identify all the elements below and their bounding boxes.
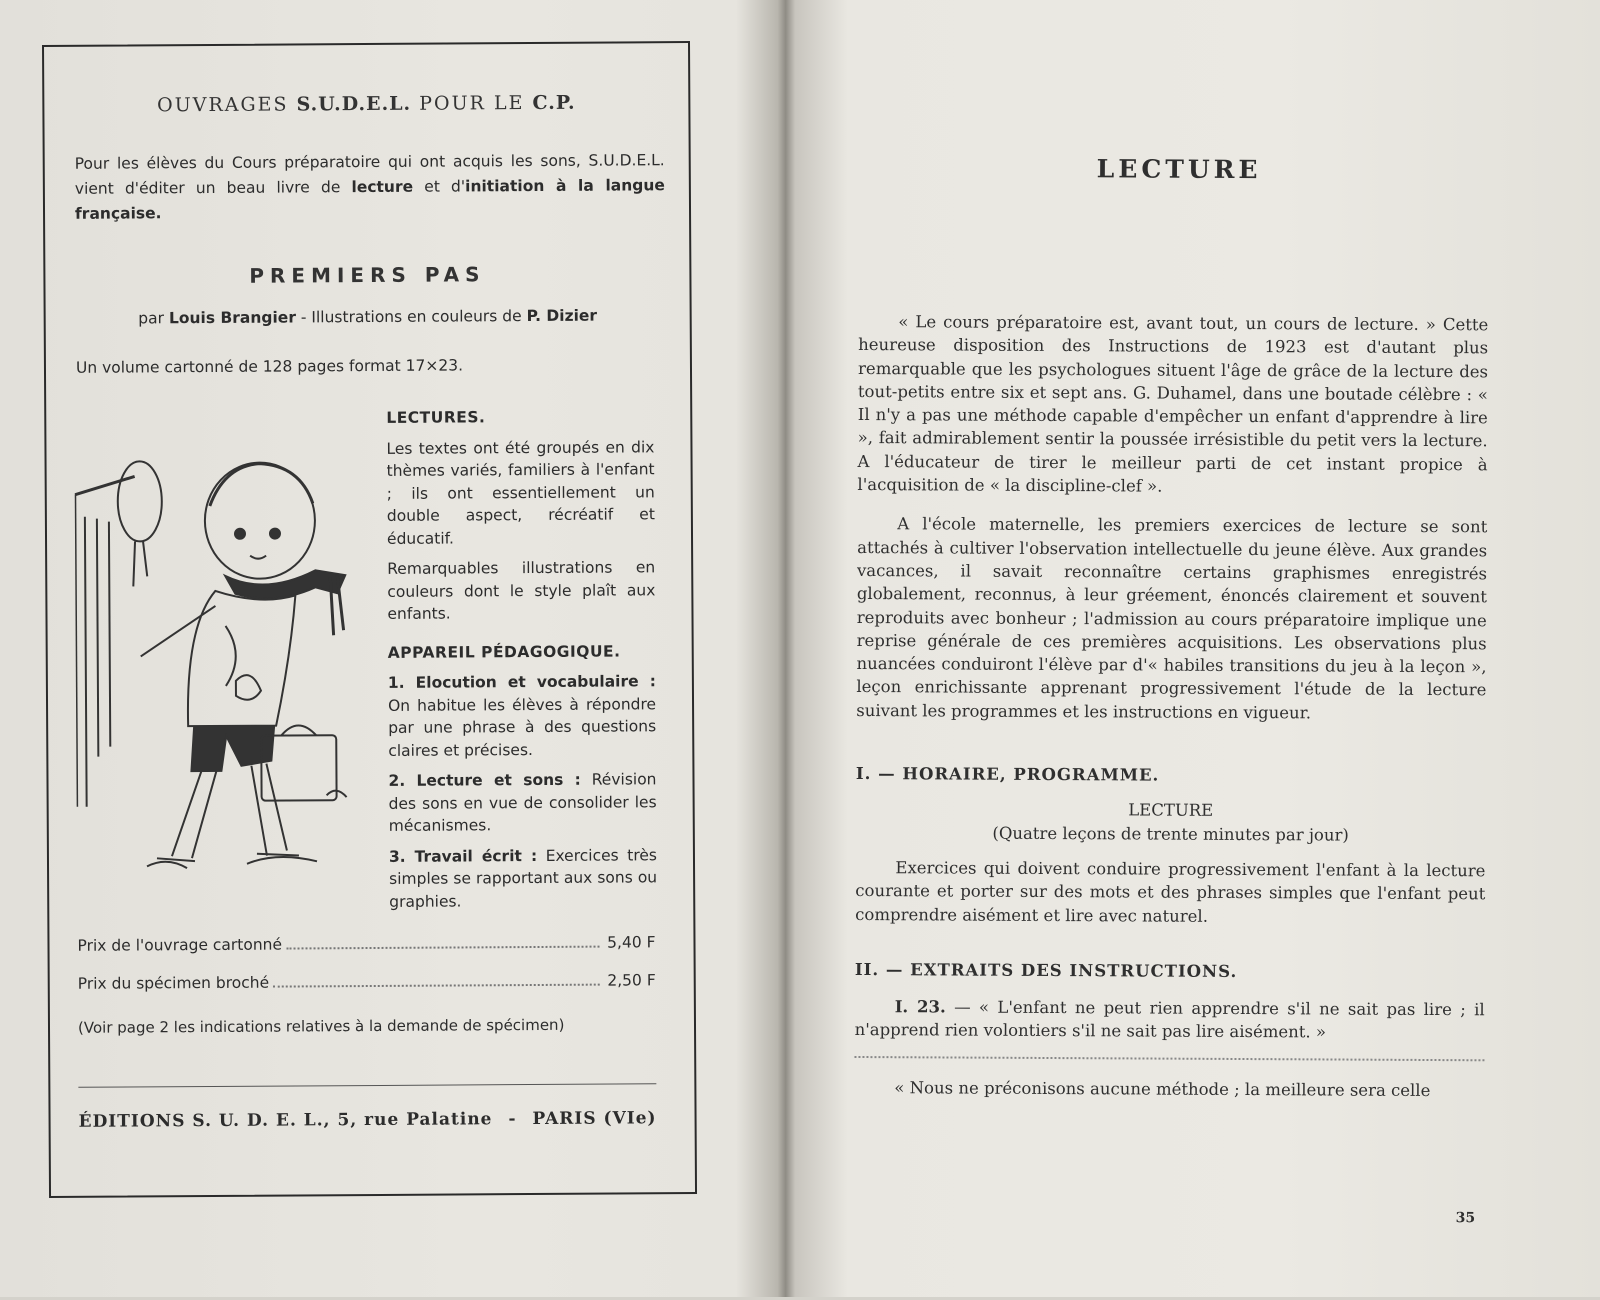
publisher-address: ÉDITIONS S. U. D. E. L., 5, rue Palatine [78,1109,493,1132]
appareil-heading: APPAREIL PÉDAGOGIQUE. [387,641,621,662]
advertisement-box [42,41,697,1198]
publisher-footer [79,1108,657,1132]
subsection-note: (Quatre leçons de trente minutes par jour) [992,823,1349,845]
paragraph-2: A l'école maternelle, les premiers exercices de lecture se sont attachés à cultiver l'observation intellectuelle du jeune élève. Aux grandes vacances, il savait reconnaître certains graphismes enregistrés globalement, reconnus, à leur gréement, énoncés clairement et souvent reproduits avec bonheur ; l'admission au cours préparatoire implique une reprise générale de ces premières acquisitions. Les observations plus nuancées conduiront l'élève par d'« habiles transitions du jeu à la leçon », leçon enrichissante apprenant progressivement l'étude de la lecture suivant les programmes et les instructions en vigueur. [856,514,1488,723]
child-illustration [74,425,367,897]
byline-mid: - Illustrations en couleurs de [295,307,527,327]
intro-text-2: et d' [413,177,466,196]
intro-bold-1: lecture [351,177,414,197]
byline-pre: par [138,309,169,328]
appareil-item-2 [388,768,656,837]
price-1-value: 5,40 F [607,933,656,952]
appareil-item-3 [389,844,657,913]
item-1-text: On habitue les élèves à répondre par une phrase à des questions claires et précises. [387,694,657,760]
footer-divider [78,1083,656,1088]
publisher-city: PARIS (VIe) [532,1108,657,1130]
ad-description [386,405,657,921]
section-heading-2: II. — EXTRAITS DES INSTRUCTIONS. [854,959,1238,981]
lectures-paragraph-2: Remarquables illustrations en couleurs dont le style plaît aux enfants. [387,558,656,623]
page-title: LECTURE [1096,154,1262,185]
ad-title-mid: POUR LE [419,92,525,115]
ad-title-pre: OUVRAGES [157,93,289,117]
price-2-value: 2,50 F [607,971,656,990]
book-title: PREMIERS PAS [249,262,486,288]
price-1-label: Prix de l'ouvrage cartonné [77,935,283,955]
lectures-paragraph-1: Les textes ont été groupés en dix thèmes variés, familiers à l'enfant ; ils ont essentiellement un double aspect, récréatif et éducatif. [386,437,655,548]
section-heading-1: I. — HORAIRE, PROGRAMME. [855,764,1160,785]
specimen-note: (Voir page 2 les indications relatives à la demande de spécimen) [77,1015,565,1037]
instruction-ref: I. 23. [894,997,946,1017]
volume-info: Un volume cartonné de 128 pages format 17×23. [75,356,464,377]
ad-intro [75,148,665,227]
item-3-label: 3. Travail écrit : [388,846,538,866]
intro-bold-2: initiation à la langue française. [74,176,665,223]
right-page [853,0,1500,1300]
appareil-item-1 [388,670,657,762]
paragraph-5: « Nous ne préconisons aucune méthode ; la meilleure sera celle [894,1077,1431,1100]
price-1-dots [286,946,599,950]
paragraph-3: Exercices qui doivent conduire progressivement l'enfant à la lecture courante et porter sur des mots et des phrases simples que l'enfant peut comprendre aisément et lire avec naturel. [855,858,1486,926]
page-body [854,310,1488,1102]
item-2-label: 2. Lecture et sons : [388,770,581,790]
ad-title-brand: S.U.D.E.L. [296,92,412,116]
price-2-dots [273,984,599,988]
subsection-title: LECTURE [1128,800,1214,821]
publisher-separator: - [508,1109,517,1130]
book-byline [46,306,690,328]
paragraph-4-text: — « L'enfant ne peut rien apprendre s'il ne sait pas lire ; il n'apprend rien volontiers s'il ne sait pas lire aisément. » [854,997,1485,1042]
intro-text-1: Pour les élèves du Cours préparatoire qui ont acquis les sons, S.U.D.E.L. vient d'éditer un beau livre de [74,151,665,198]
dotted-separator [854,1048,1484,1061]
illustrator-name: P. Dizier [526,306,598,326]
author-name: Louis Brangier [168,308,296,328]
lectures-heading: LECTURES. [386,408,486,427]
paragraph-4 [855,995,1485,1045]
item-1-label: 1. Elocution et vocabulaire : [387,672,656,692]
item-3-text: Exercices très simples se rapportant aux sons ou graphies. [389,845,658,911]
page-number: 35 [1455,1210,1476,1227]
ad-title [44,91,688,117]
paragraph-1: « Le cours préparatoire est, avant tout, un cours de lecture. » Cette heureuse disposition des Instructions de 1923 est d'autant plus remarquable que les psychologues situent l'âge de grâce de la lecture des tout-petits entre six et sept ans. G. Duhamel, dans une boutade célèbre : « Il n'y a pas une méthode capable d'empêcher un enfant d'apprendre à lire », fait admirablement sentir la poussée irrésistible du petit vers la lecture. A l'éducateur de tirer le meilleur parti de cet instant propice à l'acquisition de « la discipline-clef ». [857,312,1489,496]
ad-title-level: C.P. [532,91,576,115]
price-row-cartonne [77,933,655,955]
price-row-specimen [78,971,656,993]
item-2-text: Révision des sons en vue de consolider les mécanismes. [388,770,657,835]
price-2-label: Prix du spécimen broché [77,973,270,993]
